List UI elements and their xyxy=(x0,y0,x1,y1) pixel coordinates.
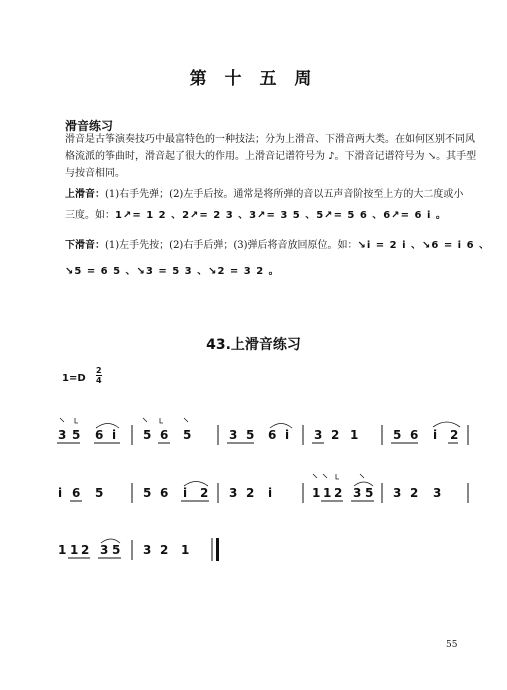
note: 1 xyxy=(181,543,190,557)
note: 5 xyxy=(95,486,104,500)
upper-glide-examples: 1↗= 1 2 、2↗= 2 3 、3↗= 3 5 、5↗= 5 6 、6↗= 6 i 。 xyxy=(115,210,447,221)
note: 2 xyxy=(410,486,419,500)
note: 1 xyxy=(58,543,67,557)
note: 5 xyxy=(183,428,192,442)
note: 2 xyxy=(81,543,90,557)
section-heading: 滑音练习 xyxy=(65,119,114,133)
note: 2 xyxy=(331,428,340,442)
note: 5 xyxy=(143,486,152,500)
note: i xyxy=(285,428,290,442)
final-barline-thick xyxy=(216,538,219,561)
note: 3 xyxy=(393,486,402,500)
note: 5 xyxy=(112,543,121,557)
note: 3 xyxy=(100,543,109,557)
note: i xyxy=(183,486,188,500)
note: 3 xyxy=(229,486,238,500)
note: 6 xyxy=(72,486,81,500)
note: 2 xyxy=(450,428,459,442)
week-title: 第 十 五 周 xyxy=(189,69,318,89)
note: 3 xyxy=(143,543,152,557)
time-signature-bottom: 4 xyxy=(96,376,102,385)
note: 5 xyxy=(72,428,81,442)
note: 1 xyxy=(323,486,332,500)
note: 2 xyxy=(246,486,255,500)
glide-marks xyxy=(313,474,364,479)
note: 1 xyxy=(312,486,321,500)
score-row-1 xyxy=(57,418,468,445)
note: 2 xyxy=(334,486,343,500)
glide-marks xyxy=(143,418,188,423)
note: i xyxy=(268,486,273,500)
upper-glide-text1: (1)右手先弹；(2)左手后按。通常是将所弹的音以五声音阶按至上方的大二度或小 xyxy=(105,189,464,200)
note: 1 xyxy=(70,543,79,557)
note: 5 xyxy=(246,428,255,442)
glide-marks xyxy=(60,418,78,423)
lower-glide-text1: (1)左手先按；(2)右手后弹；(3)弹后将音放回原位。如： xyxy=(105,240,358,251)
lower-glide-examples1: ↘i = 2 i 、↘6 = i 6 、 xyxy=(357,240,491,251)
note: 2 xyxy=(200,486,209,500)
note: 1 xyxy=(350,428,359,442)
note: 6 xyxy=(268,428,277,442)
note: 2 xyxy=(160,543,169,557)
note: 5 xyxy=(365,486,374,500)
page-number: 55 xyxy=(446,640,458,650)
key-signature: 1=D xyxy=(62,373,86,384)
upper-glide-label: 上滑音： xyxy=(65,189,105,200)
note: 3 xyxy=(314,428,323,442)
lower-glide-examples2: ↘5 = 6 5 、↘3 = 5 3 、↘2 = 3 2 。 xyxy=(65,266,280,277)
note: 3 xyxy=(58,428,67,442)
note: 6 xyxy=(410,428,419,442)
note: 3 xyxy=(229,428,238,442)
note: 6 xyxy=(95,428,104,442)
note: 3 xyxy=(433,486,442,500)
intro-paragraph: 滑音是古筝演奏技巧中最富特色的一种技法；分为上滑音、下滑音两大类。在如何区别不同风格流派的筝曲时，滑音起了很大的作用。上滑音记谱符号为 ♪。下滑音记谱符号为 ↘。其手型与按音相同。 xyxy=(65,134,477,179)
note: 5 xyxy=(143,428,152,442)
piece-title: 43.上滑音练习 xyxy=(206,337,301,353)
note: 5 xyxy=(393,428,402,442)
upper-glide-text2: 三度。如： xyxy=(65,210,115,221)
note: i xyxy=(112,428,117,442)
score-row-2 xyxy=(58,474,468,503)
note: i xyxy=(58,486,63,500)
note: 3 xyxy=(353,486,362,500)
note: i xyxy=(433,428,438,442)
note: 6 xyxy=(160,428,169,442)
time-signature-top: 2 xyxy=(96,366,102,375)
note: 6 xyxy=(160,486,169,500)
lower-glide-label: 下滑音： xyxy=(65,240,105,251)
score-row-3 xyxy=(58,538,219,561)
